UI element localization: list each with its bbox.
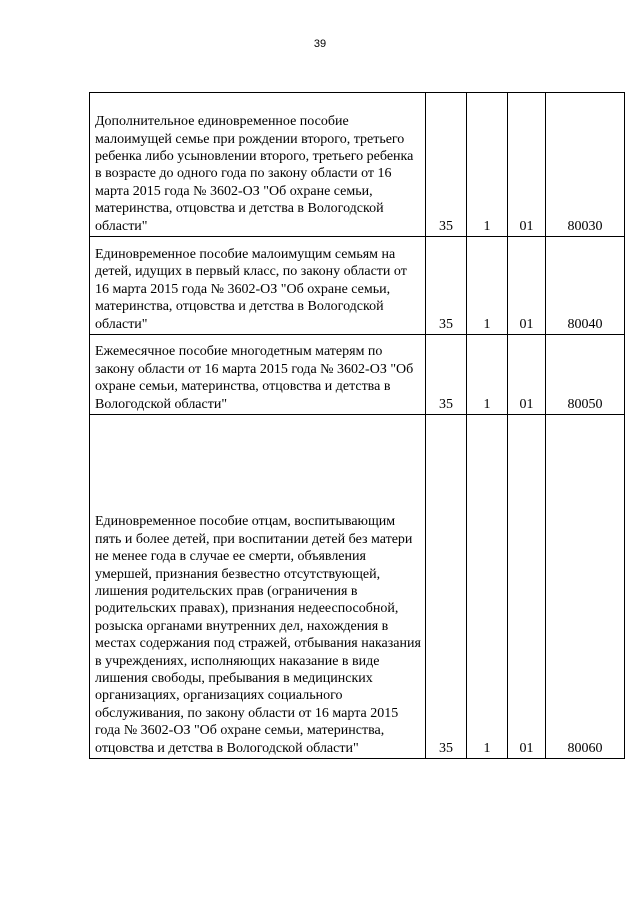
- table-row: [90, 93, 625, 237]
- row-code-col2: 1: [467, 237, 508, 335]
- row-code-col4: 80040: [546, 237, 625, 335]
- budget-table: [89, 92, 625, 759]
- table-row: [90, 335, 625, 415]
- row-description: Единовременное пособие отцам, воспитывающим пять и более детей, при воспитании детей без матери не менее года в случае ее смерти, объявления умершей, признания безвестно отсутствующей, лишения родительских прав (ограничения в родительских правах), признания недееспособной, розыска органами внутренних дел, нахождения в местах содержания под стражей, отбывания наказания в учреждениях, исполняющих наказание в виде лишения свободы, пребывания в медицинских организациях, организациях социального обслуживания, по закону области от 16 марта 2015 года № 3602-ОЗ "Об охране семьи, материнства, отцовства и детства в Вологодской области": [90, 415, 426, 759]
- row-description: Дополнительное единовременное пособие малоимущей семье при рождении второго, третьего ребенка либо усыновлении второго, третьего ребенка в возрасте до одного года по закону области от 16 марта 2015 года № 3602-ОЗ "Об охране семьи, материнства, отцовства и детства в Вологодской области": [90, 93, 426, 237]
- row-code-col1: 35: [426, 237, 467, 335]
- row-code-col1: 35: [426, 415, 467, 759]
- row-code-col4: 80050: [546, 335, 625, 415]
- row-description: Ежемесячное пособие многодетным матерям по закону области от 16 марта 2015 года № 3602-ОЗ "Об охране семьи, материнства, отцовства и детства в Вологодской области": [90, 335, 426, 415]
- page-number: 39: [313, 38, 327, 50]
- row-description: Единовременное пособие малоимущим семьям на детей, идущих в первый класс, по закону области от 16 марта 2015 года № 3602-ОЗ "Об охране семьи, материнства, отцовства и детства в Вологодской области": [90, 237, 426, 335]
- row-code-col2: 1: [467, 335, 508, 415]
- table-row: [90, 415, 625, 759]
- row-code-col3: 01: [508, 93, 546, 237]
- row-code-col3: 01: [508, 415, 546, 759]
- row-code-col2: 1: [467, 415, 508, 759]
- row-code-col1: 35: [426, 335, 467, 415]
- row-code-col3: 01: [508, 237, 546, 335]
- row-code-col2: 1: [467, 93, 508, 237]
- row-code-col4: 80060: [546, 415, 625, 759]
- table-row: [90, 237, 625, 335]
- row-code-col4: 80030: [546, 93, 625, 237]
- row-code-col3: 01: [508, 335, 546, 415]
- row-code-col1: 35: [426, 93, 467, 237]
